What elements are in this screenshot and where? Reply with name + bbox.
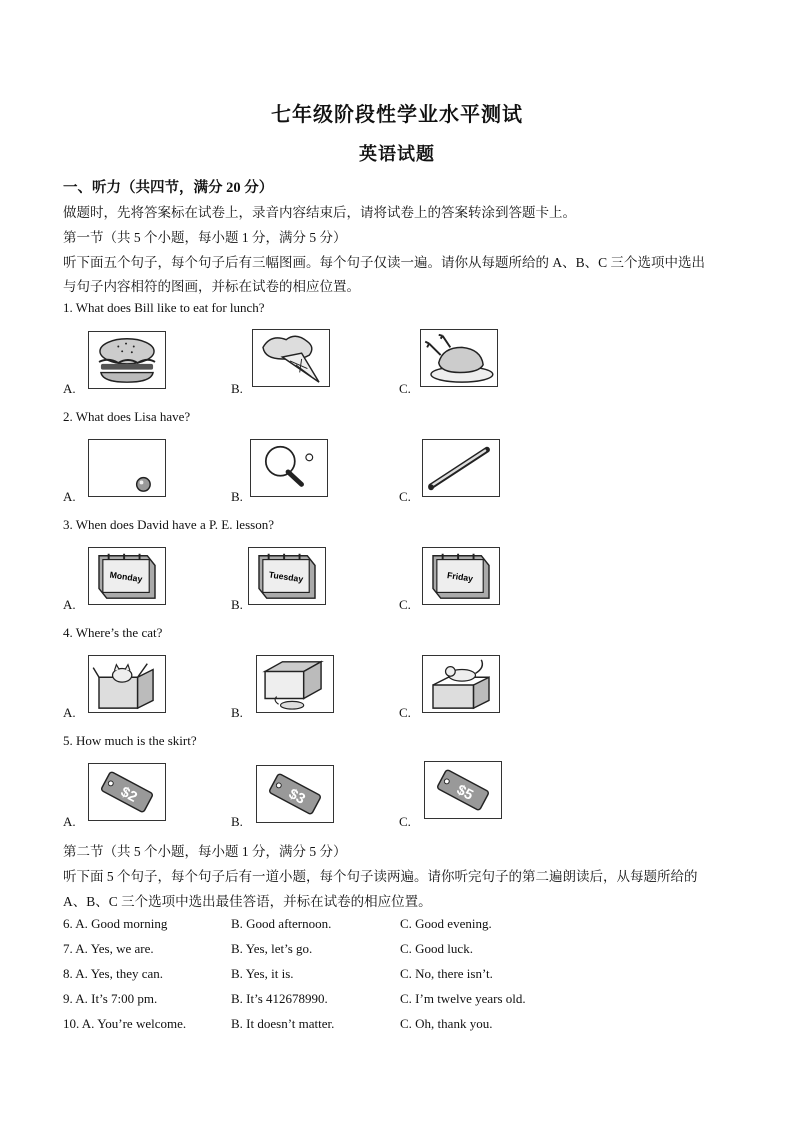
- cat-in-box-icon[interactable]: [88, 655, 166, 713]
- part1-heading: 第一节（共 5 个小题，每小题 1 分，满分 5 分）: [63, 230, 347, 245]
- choice-10-a[interactable]: 10. A. You’re welcome.: [63, 1016, 187, 1031]
- choice-10-b[interactable]: B. It doesn’t matter.: [231, 1016, 335, 1031]
- option-letter-b: B.: [231, 814, 243, 829]
- option-letter-a: A.: [63, 381, 76, 396]
- choice-7-c[interactable]: C. Good luck.: [400, 941, 473, 956]
- part2-instruction-2: A、B、C 三个选项中选出最佳答语，并标在试卷的相应位置。: [63, 894, 432, 909]
- option-letter-b: B.: [231, 597, 243, 612]
- chicken-icon[interactable]: [420, 329, 498, 387]
- calendar-day-label: Tuesday: [268, 569, 304, 585]
- baseball-bat-icon[interactable]: [422, 439, 500, 497]
- price-label: $2: [117, 784, 140, 806]
- choice-8-c[interactable]: C. No, there isn’t.: [400, 966, 493, 981]
- calendar-icon[interactable]: [248, 547, 326, 605]
- option-letter-c: C.: [399, 597, 411, 612]
- calendar-day-label: Monday: [109, 569, 143, 585]
- price-tag-icon[interactable]: [88, 763, 166, 821]
- price-tag-icon[interactable]: [424, 761, 502, 819]
- cat-on-box-icon[interactable]: [422, 655, 500, 713]
- choice-9-a[interactable]: 9. A. It’s 7:00 pm.: [63, 991, 158, 1006]
- option-letter-c: C.: [399, 381, 411, 396]
- question-1: 1. What does Bill like to eat for lunch?: [63, 300, 265, 315]
- ping-pong-paddle-icon[interactable]: [250, 439, 328, 497]
- choice-9-b[interactable]: B. It’s 412678990.: [231, 991, 328, 1006]
- part2-instruction-1: 听下面 5 个句子，每个句子后有一道小题，每个句子读两遍。请你听完句子的第二遍朗读后，从每题所给的: [63, 869, 698, 884]
- option-letter-c: C.: [399, 814, 411, 829]
- option-letter-b: B.: [231, 381, 243, 396]
- exam-subtitle: 英语试题: [359, 144, 435, 164]
- choice-7-a[interactable]: 7. A. Yes, we are.: [63, 941, 154, 956]
- choice-8-b[interactable]: B. Yes, it is.: [231, 966, 294, 981]
- ice-cream-icon[interactable]: [252, 329, 330, 387]
- question-3: 3. When does David have a P. E. lesson?: [63, 517, 274, 532]
- section-instruction: 做题时，先将答案标在试卷上，录音内容结束后，请将试卷上的答案转涂到答题卡上。: [63, 205, 576, 220]
- question-4: 4. Where’s the cat?: [63, 625, 163, 640]
- price-tag-icon[interactable]: [256, 765, 334, 823]
- option-letter-a: A.: [63, 814, 76, 829]
- choice-9-c[interactable]: C. I’m twelve years old.: [400, 991, 526, 1006]
- section-heading: 一、听力（共四节，满分 20 分）: [63, 180, 274, 196]
- option-letter-c: C.: [399, 489, 411, 504]
- cat-under-box-icon[interactable]: [256, 655, 334, 713]
- option-letter-a: A.: [63, 597, 76, 612]
- question-2: 2. What does Lisa have?: [63, 409, 191, 424]
- part1-instruction-2: 与句子内容相符的图画，并标在试卷的相应位置。: [63, 279, 360, 294]
- calendar-icon[interactable]: [422, 547, 500, 605]
- option-letter-a: A.: [63, 705, 76, 720]
- calendar-day-label: Friday: [446, 570, 474, 584]
- choice-6-a[interactable]: 6. A. Good morning: [63, 916, 168, 931]
- price-label: $3: [285, 786, 308, 808]
- option-letter-b: B.: [231, 489, 243, 504]
- price-label: $5: [453, 782, 476, 804]
- choice-6-c[interactable]: C. Good evening.: [400, 916, 492, 931]
- ball-icon[interactable]: [88, 439, 166, 497]
- question-5: 5. How much is the skirt?: [63, 733, 197, 748]
- hamburger-icon[interactable]: [88, 331, 166, 389]
- calendar-icon[interactable]: [88, 547, 166, 605]
- choice-6-b[interactable]: B. Good afternoon.: [231, 916, 332, 931]
- choice-10-c[interactable]: C. Oh, thank you.: [400, 1016, 493, 1031]
- choice-7-b[interactable]: B. Yes, let’s go.: [231, 941, 313, 956]
- option-letter-b: B.: [231, 705, 243, 720]
- exam-title: 七年级阶段性学业水平测试: [271, 104, 523, 126]
- choice-8-a[interactable]: 8. A. Yes, they can.: [63, 966, 164, 981]
- option-letter-c: C.: [399, 705, 411, 720]
- part1-instruction-1: 听下面五个句子，每个句子后有三幅图画。每个句子仅读一遍。请你从每题所给的 A、B、C 三个选项中选出: [63, 255, 706, 270]
- option-letter-a: A.: [63, 489, 76, 504]
- part2-heading: 第二节（共 5 个小题，每小题 1 分，满分 5 分）: [63, 844, 347, 859]
